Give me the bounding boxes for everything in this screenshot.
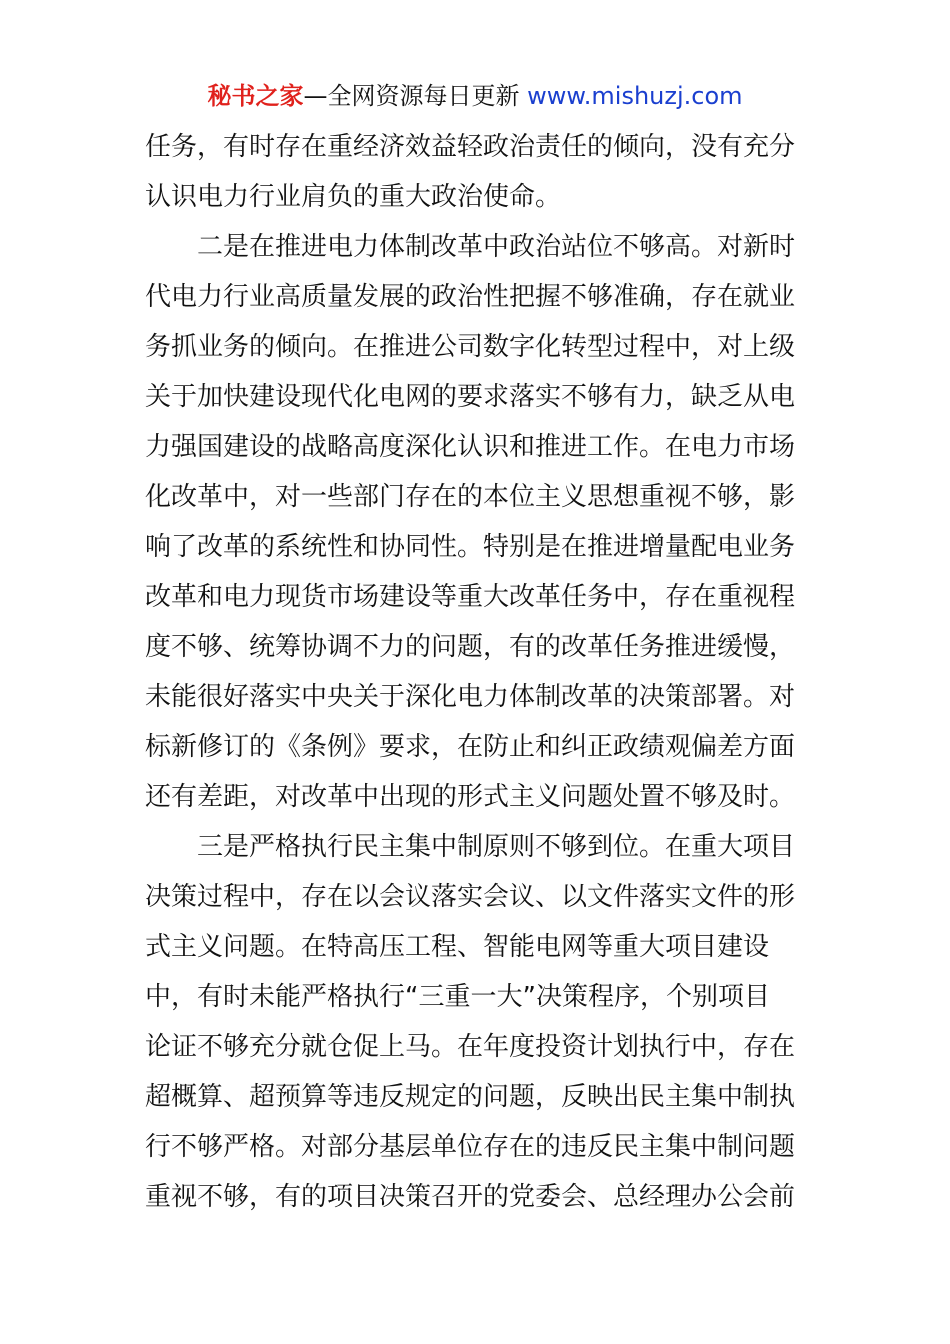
text-line: 超概算、超预算等违反规定的问题，反映出民主集中制执 — [145, 1082, 796, 1112]
text-line: 中，有时未能严格执行“三重一大”决策程序，个别项目 — [145, 982, 770, 1012]
text-line: 行不够严格。对部分基层单位存在的违反民主集中制问题 — [145, 1132, 796, 1162]
page-header — [0, 80, 950, 112]
paragraph-start-line: 三是严格执行民主集中制原则不够到位。在重大项目 — [197, 832, 796, 862]
text-line: 重视不够，有的项目决策召开的党委会、总经理办公会前 — [145, 1182, 796, 1212]
text-line: 认识电力行业肩负的重大政治使命。 — [145, 182, 562, 212]
text-line: 任务，有时存在重经济效益轻政治责任的倾向，没有充分 — [145, 132, 796, 162]
text-line: 式主义问题。在特高压工程、智能电网等重大项目建设 — [145, 932, 770, 962]
text-line: 改革和电力现货市场建设等重大改革任务中，存在重视程 — [145, 582, 796, 612]
header-tagline: —全网资源每日更新 — [303, 82, 520, 110]
text-line: 力强国建设的战略高度深化认识和推进工作。在电力市场 — [145, 432, 796, 462]
text-line: 关于加快建设现代化电网的要求落实不够有力，缺乏从电 — [145, 382, 796, 412]
text-line: 标新修订的《条例》要求，在防止和纠正政绩观偏差方面 — [145, 732, 796, 762]
text-line: 决策过程中，存在以会议落实会议、以文件落实文件的形 — [145, 882, 796, 912]
text-line: 化改革中，对一些部门存在的本位主义思想重视不够，影 — [145, 482, 796, 512]
text-line: 代电力行业高质量发展的政治性把握不够准确，存在就业 — [145, 282, 796, 312]
text-line: 度不够、统筹协调不力的问题，有的改革任务推进缓慢， — [145, 632, 796, 662]
text-line: 还有差距，对改革中出现的形式主义问题处置不够及时。 — [145, 782, 796, 812]
text-line: 务抓业务的倾向。在推进公司数字化转型过程中，对上级 — [145, 332, 796, 362]
document-body — [145, 122, 807, 1222]
text-line: 未能很好落实中央关于深化电力体制改革的决策部署。对 — [145, 682, 796, 712]
text-line: 响了改革的系统性和协同性。特别是在推进增量配电业务 — [145, 532, 796, 562]
brand-name: 秘书之家 — [207, 82, 304, 110]
paragraph-start-line: 二是在推进电力体制改革中政治站位不够高。对新时 — [197, 232, 796, 262]
text-line: 论证不够充分就仓促上马。在年度投资计划执行中，存在 — [145, 1032, 796, 1062]
site-url[interactable]: www.mishuzj.com — [527, 82, 743, 110]
